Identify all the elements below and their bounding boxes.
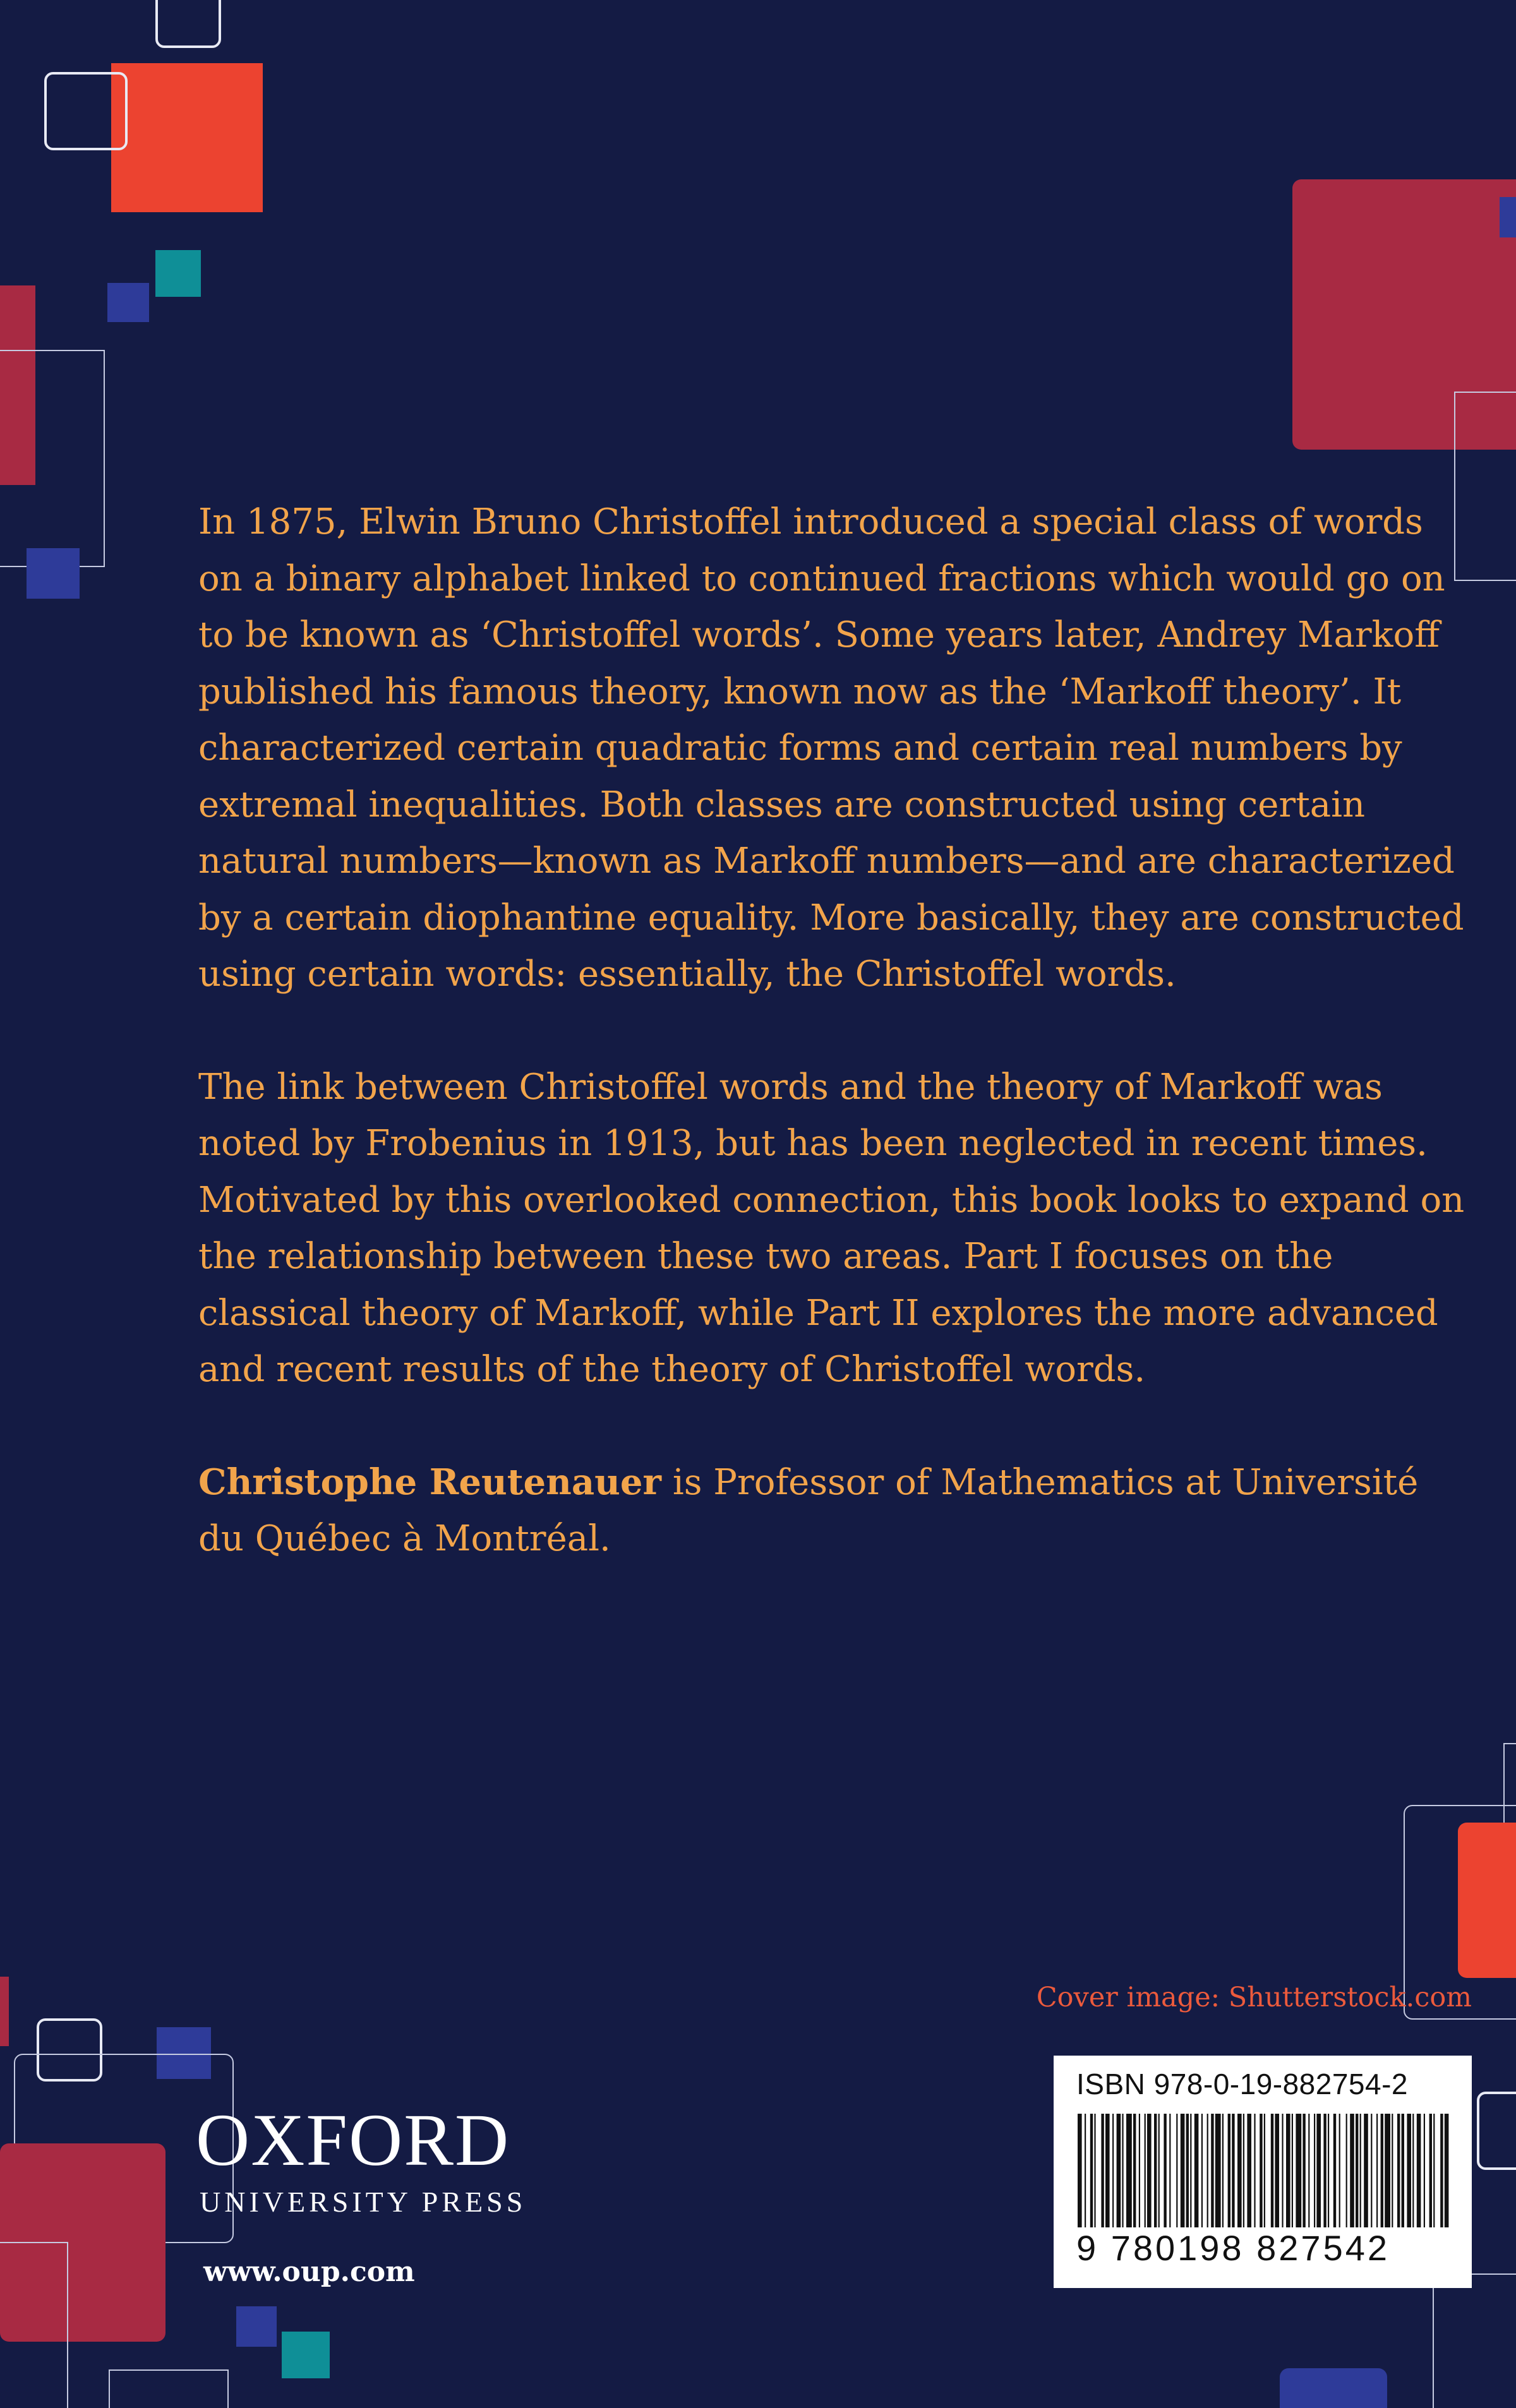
barcode-bar xyxy=(1356,2114,1358,2227)
barcode-bar xyxy=(1122,2114,1123,2227)
barcode-bar xyxy=(1237,2114,1242,2227)
barcode-bar xyxy=(1328,2114,1329,2227)
barcode-bar xyxy=(1350,2114,1354,2227)
barcode-bar xyxy=(1260,2114,1262,2227)
barcode-bar xyxy=(1147,2114,1152,2227)
barcode-bar xyxy=(1254,2114,1255,2227)
blurb-paragraph: The link between Christoffel words and the theory of Markoff was noted by Frobenius in 1913, but has been neglected in recent times. Motivated by this overlooked connection, this book looks to expand on the relationship between these two areas. Part I focuses on the classical theory of Markoff, while Part II explores the more advanced and recent results of the theory of Christoffel words. xyxy=(198,1066,1465,1390)
barcode-bars xyxy=(1076,2114,1450,2227)
deco-outline-square xyxy=(155,0,221,48)
barcode-bar xyxy=(1176,2114,1177,2227)
publisher-logo xyxy=(196,2099,527,2219)
barcode xyxy=(1054,2056,1472,2288)
barcode-bar xyxy=(1247,2114,1251,2227)
barcode-bar xyxy=(1445,2114,1449,2227)
barcode-digits: 9 780198 827542 xyxy=(1076,2228,1390,2268)
barcode-bar xyxy=(1215,2114,1221,2227)
barcode-bar xyxy=(1433,2114,1435,2227)
deco-outline-rect xyxy=(1433,2273,1516,2408)
barcode-bar xyxy=(1090,2114,1093,2227)
deco-blue-square xyxy=(107,283,149,322)
barcode-bar xyxy=(1412,2114,1414,2227)
barcode-bar xyxy=(1308,2114,1309,2227)
barcode-bar xyxy=(1323,2114,1326,2227)
deco-blue-square xyxy=(1280,2368,1387,2408)
deco-outline-rect xyxy=(109,2369,229,2408)
barcode-bar xyxy=(1181,2114,1185,2227)
barcode-bar xyxy=(1296,2114,1301,2227)
barcode-bar xyxy=(1402,2114,1404,2227)
barcode-bar xyxy=(1232,2114,1234,2227)
publisher-subtitle: UNIVERSITY PRESS xyxy=(200,2186,527,2218)
barcode-bar xyxy=(1078,2114,1082,2227)
publisher-name: OXFORD xyxy=(196,2099,510,2181)
barcode-bar xyxy=(1105,2114,1110,2227)
barcode-bar xyxy=(1169,2114,1170,2227)
deco-outline-square xyxy=(1477,2092,1516,2170)
barcode-bar xyxy=(1222,2114,1224,2227)
barcode-bar xyxy=(1282,2114,1283,2227)
barcode-bar xyxy=(1339,2114,1340,2227)
blurb-paragraph: In 1875, Elwin Bruno Christoffel introduced a special class of words on a binary alphabet linked to continued fractions which would go on to be known as ‘Christoffel words’. Some years later, Andrey Markoff published his famous theory, known now as the ‘Markoff theory’. It characterized certain quadratic forms and certain real numbers by extremal inequalities. Both classes are constructed using certain natural numbers—known as Markoff numbers—and are characterized by a certain diophantine equality. More basically, they are constructed using certain words: essentially, the Christoffel words. xyxy=(198,501,1464,995)
barcode-bar xyxy=(1364,2114,1368,2227)
barcode-bar xyxy=(1112,2114,1114,2227)
blurb-text xyxy=(198,494,1474,1624)
barcode-bar xyxy=(1194,2114,1199,2227)
isbn-label: ISBN 978-0-19-882754-2 xyxy=(1076,2068,1408,2100)
publisher-url[interactable]: www.oup.com xyxy=(203,2256,415,2288)
deco-blue-square xyxy=(27,548,80,599)
barcode-bar xyxy=(1207,2114,1208,2227)
deco-orange-square xyxy=(111,63,263,212)
barcode-bar xyxy=(1417,2114,1421,2227)
barcode-bar xyxy=(1271,2114,1273,2227)
barcode-bar xyxy=(1440,2114,1443,2227)
barcode-bar xyxy=(1429,2114,1432,2227)
barcode-bar xyxy=(1154,2114,1157,2227)
barcode-bar xyxy=(1392,2114,1393,2227)
deco-outline-rect xyxy=(0,350,105,567)
deco-blue-square xyxy=(1500,197,1516,237)
barcode-bar xyxy=(1385,2114,1390,2227)
barcode-bar xyxy=(1101,2114,1104,2227)
barcode-bar xyxy=(1286,2114,1290,2227)
barcode-bar xyxy=(1360,2114,1361,2227)
barcode-bar xyxy=(1094,2114,1095,2227)
barcode-bar xyxy=(1243,2114,1244,2227)
barcode-bar xyxy=(1376,2114,1378,2227)
author-bio-text: is Professor of Mathematics at Université du Québec à Montréal. xyxy=(198,1461,1419,1559)
barcode-bar xyxy=(1264,2114,1265,2227)
barcode-bar xyxy=(1302,2114,1305,2227)
barcode-bar xyxy=(1381,2114,1383,2227)
barcode-bar xyxy=(1407,2114,1411,2227)
barcode-bar xyxy=(1346,2114,1347,2227)
deco-teal-square xyxy=(282,2332,330,2378)
deco-outline-rect xyxy=(0,2242,68,2408)
barcode-bar xyxy=(1201,2114,1203,2227)
barcode-bar xyxy=(1139,2114,1140,2227)
cover-credit: Cover image: Shutterstock.com xyxy=(1036,1982,1472,2013)
barcode-bar xyxy=(1164,2114,1166,2227)
deco-outline-square xyxy=(44,72,128,150)
barcode-bar xyxy=(1333,2114,1336,2227)
barcode-bar xyxy=(1133,2114,1136,2227)
barcode-bar xyxy=(1186,2114,1189,2227)
barcode-bar xyxy=(1085,2114,1086,2227)
barcode-bar xyxy=(1275,2114,1279,2227)
barcode-bar xyxy=(1211,2114,1213,2227)
barcode-bar xyxy=(1316,2114,1321,2227)
deco-red-rect xyxy=(0,1977,9,2046)
barcode-bar xyxy=(1371,2114,1372,2227)
barcode-bar xyxy=(1145,2114,1146,2227)
deco-teal-square xyxy=(155,250,201,297)
barcode-bar xyxy=(1292,2114,1293,2227)
barcode-bar xyxy=(1424,2114,1425,2227)
author-name: Christophe Reutenauer xyxy=(198,1461,662,1503)
barcode-bar xyxy=(1397,2114,1400,2227)
barcode-bar xyxy=(1314,2114,1315,2227)
author-bio xyxy=(198,1454,1474,1567)
deco-blue-square xyxy=(236,2306,277,2347)
barcode-bar xyxy=(1117,2114,1121,2227)
barcode-bar xyxy=(1158,2114,1160,2227)
barcode-bar xyxy=(1228,2114,1230,2227)
barcode-bar xyxy=(1190,2114,1191,2227)
deco-orange-rect xyxy=(1458,1823,1516,1978)
barcode-bar xyxy=(1126,2114,1132,2227)
